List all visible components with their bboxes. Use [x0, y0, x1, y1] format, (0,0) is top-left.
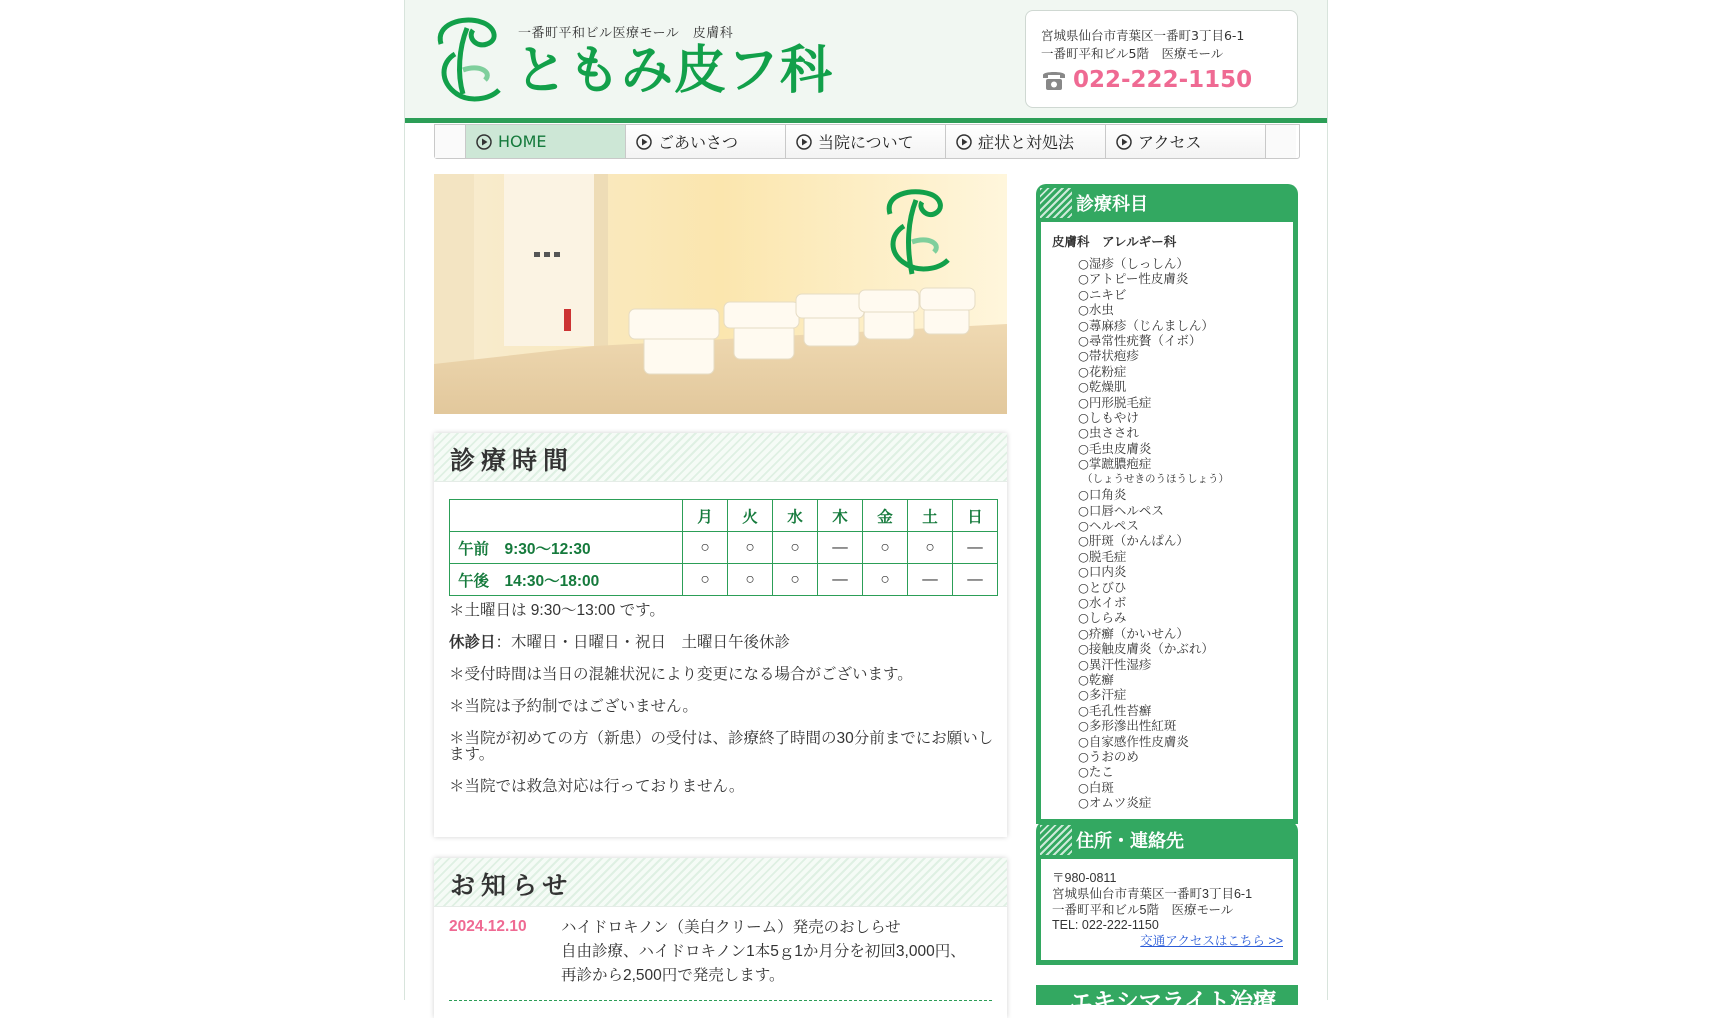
news-headline: ハイドロキノン（美白クリーム）発売のおしらせ [561, 919, 901, 936]
no-emergency-note: ＊当院では救急対応は行っておりません。 [449, 778, 745, 795]
nav-home[interactable] [466, 125, 626, 158]
header-address-line2: 一番町平和ビル5階 医療モール [1041, 46, 1224, 61]
disease-item: ○オムツ炎症 [1078, 795, 1152, 811]
nav-symptoms-label: 症状と対処法 [978, 133, 1075, 152]
disease-item: ○白斑 [1078, 779, 1114, 795]
disease-item: ○とびひ [1078, 579, 1127, 595]
no-reservation-note: ＊当院は予約制ではございません。 [449, 698, 698, 715]
contact-address2: 一番町平和ビル5階 医療モール [1052, 902, 1234, 917]
disease-item: ○たこ [1078, 764, 1114, 780]
access-link[interactable]: 交通アクセスはこちら >> [1140, 934, 1283, 949]
mark-cell: ○ [683, 564, 728, 596]
nav-access-label: アクセス [1138, 133, 1202, 152]
disease-item: ○花粉症 [1078, 363, 1127, 379]
closed-days-label: 休診日 [449, 634, 496, 651]
day-sun: 日 [953, 500, 998, 532]
disease-item: （しょうせきのうほうしょう） [1082, 472, 1229, 485]
mark-cell: ○ [683, 532, 728, 564]
disease-item: ○口内炎 [1078, 564, 1127, 580]
phone-icon [1041, 69, 1067, 91]
hours-section [434, 433, 1007, 837]
mark-cell: ○ [773, 532, 818, 564]
disease-item: ○毛孔性苔癬 [1078, 702, 1152, 718]
day-sat: 土 [908, 500, 953, 532]
disease-item: ○口唇ヘルペス [1078, 502, 1164, 518]
disease-item: ○接触皮膚炎（かぶれ） [1078, 641, 1214, 657]
disease-item: ○水イボ [1078, 594, 1127, 610]
header-phone-number[interactable]: 022-222-1150 [1073, 67, 1253, 93]
disease-item: ○円形脱毛症 [1078, 394, 1152, 410]
news-detail-line1: 自由診療、ハイドロキノン1本5ｇ1か月分を初回3,000円、 [561, 943, 966, 960]
mark-cell: ○ [908, 532, 953, 564]
disease-item: ○ニキビ [1078, 286, 1127, 302]
header-phone-row [1041, 69, 1297, 91]
site-header [405, 0, 1327, 123]
day-mon: 月 [683, 500, 728, 532]
hours-notes [449, 603, 994, 811]
contact-tel: TEL: 022-222-1150 [1052, 918, 1159, 933]
nav-greeting-label: ごあいさつ [658, 133, 739, 152]
mark-cell: ― [908, 564, 953, 596]
contact-panel [1036, 821, 1298, 965]
saturday-note: ＊土曜日は 9:30〜13:00 です。 [449, 602, 665, 619]
news-title: お知らせ [450, 871, 574, 900]
header-contact-box [1025, 10, 1298, 108]
new-patient-note: ＊当院が初めての方（新患）の受付は、診療終了時間の30分前までにお願いします。 [449, 730, 994, 763]
contact-title: 住所・連絡先 [1076, 831, 1184, 852]
day-wed: 水 [773, 500, 818, 532]
disease-item: ○脱毛症 [1078, 548, 1127, 564]
play-icon [956, 134, 972, 150]
disease-item: ○蕁麻疹（じんましん） [1078, 317, 1214, 333]
disease-item: ○肝斑（かんぱん） [1078, 533, 1189, 549]
play-icon [636, 134, 652, 150]
mark-cell: ○ [728, 564, 773, 596]
nav-home-label: HOME [498, 132, 547, 151]
excimer-banner[interactable] [1036, 985, 1298, 1015]
news-divider [449, 1000, 992, 1001]
page [404, 0, 1328, 1015]
news-detail-line2: 再診から2,500円で発売します。 [561, 967, 785, 984]
day-thu: 木 [818, 500, 863, 532]
contact-header [1036, 821, 1298, 859]
departments-panel [1036, 184, 1298, 824]
reception-time-note: ＊受付時間は当日の混雑状況により変更になる場合がございます。 [449, 666, 913, 683]
mark-cell: ― [818, 532, 863, 564]
disease-item: ○自家感作性皮膚炎 [1078, 733, 1189, 749]
hours-header-row [450, 500, 998, 532]
day-fri: 金 [863, 500, 908, 532]
department-names: 皮膚科 アレルギー科 [1052, 234, 1177, 249]
closed-days-note [449, 635, 994, 651]
clinic-name[interactable]: ともみ皮フ科 [515, 41, 834, 101]
disease-item: ○虫さされ [1078, 425, 1139, 441]
nav-greeting[interactable] [626, 125, 786, 158]
disease-item: ○乾癬 [1078, 671, 1114, 687]
nav-left-cap [435, 125, 466, 158]
play-icon [476, 134, 492, 150]
contact-address1: 宮城県仙台市青葉区一番町3丁目6-1 [1052, 886, 1253, 901]
departments-body [1041, 222, 1293, 819]
nav-about[interactable] [786, 125, 946, 158]
contact-body [1041, 859, 1293, 960]
disease-item: ○多汗症 [1078, 687, 1127, 703]
disease-item: ○しらみ [1078, 610, 1127, 626]
nav-access[interactable] [1106, 125, 1266, 158]
disease-item: ○掌蹠膿疱症 [1078, 456, 1152, 472]
nav-about-label: 当院について [818, 133, 914, 152]
tagline: 一番町平和ビル医療モール 皮膚科 [518, 26, 734, 41]
departments-header [1036, 184, 1298, 222]
news-section-header [434, 858, 1007, 907]
disease-item: ○尋常性疣贅（イボ） [1078, 333, 1202, 349]
mark-cell: ○ [863, 564, 908, 596]
hours-row-morning [450, 532, 998, 564]
disease-item: ○乾燥肌 [1078, 379, 1127, 395]
disease-item: ○水虫 [1078, 302, 1114, 318]
mark-cell: ― [818, 564, 863, 596]
disease-item: ○しもやけ [1078, 410, 1139, 426]
play-icon [796, 134, 812, 150]
disease-item: ○口角炎 [1078, 487, 1127, 503]
disease-item: ○うおのめ [1078, 749, 1139, 764]
disease-item: ○帯状疱疹 [1078, 348, 1139, 364]
disease-item: ○異汗性湿疹 [1078, 656, 1152, 672]
header-stripe [1040, 188, 1072, 218]
hours-table [449, 499, 998, 596]
mark-cell: ― [953, 532, 998, 564]
disease-item: ○ヘルペス [1078, 517, 1139, 533]
news-section [434, 858, 1007, 1018]
hours-title: 診療時間 [450, 446, 575, 475]
disease-item: ○湿疹（しっしん） [1078, 256, 1189, 271]
contact-zip: 〒980-0811 [1052, 871, 1117, 885]
disease-item: ○アトピー性皮膚炎 [1078, 271, 1189, 287]
slot-morning: 午前 9:30〜12:30 [450, 532, 683, 564]
main-nav [434, 124, 1300, 159]
clinic-logo [433, 14, 509, 104]
hours-section-header [434, 433, 1007, 482]
waiting-room-photo [434, 174, 1007, 414]
excimer-title: エキシマライト治療 [1070, 989, 1277, 1015]
closed-days-text: ：木曜日・日曜日・祝日 土曜日午後休診 [495, 634, 791, 651]
mark-cell: ○ [863, 532, 908, 564]
news-body [561, 916, 991, 988]
departments-title: 診療科目 [1076, 194, 1148, 215]
header-stripe [1040, 825, 1072, 855]
hours-corner-cell [450, 500, 683, 532]
slot-afternoon: 午後 14:30〜18:00 [450, 564, 683, 596]
play-icon [1116, 134, 1132, 150]
mark-cell: ○ [728, 532, 773, 564]
header-address-line1: 宮城県仙台市青葉区一番町3丁目6-1 [1041, 28, 1245, 43]
mark-cell: ― [953, 564, 998, 596]
mark-cell: ○ [773, 564, 818, 596]
disease-item: ○多形滲出性紅斑 [1078, 718, 1177, 734]
day-tue: 火 [728, 500, 773, 532]
disease-list [1041, 256, 1293, 819]
nav-symptoms[interactable] [946, 125, 1106, 158]
disease-item: ○毛虫皮膚炎 [1078, 440, 1152, 456]
nav-right-cap [1266, 125, 1296, 158]
hours-row-afternoon [450, 564, 998, 596]
disease-item: ○疥癬（かいせん） [1078, 625, 1189, 641]
news-date: 2024.12.10 [449, 918, 527, 935]
